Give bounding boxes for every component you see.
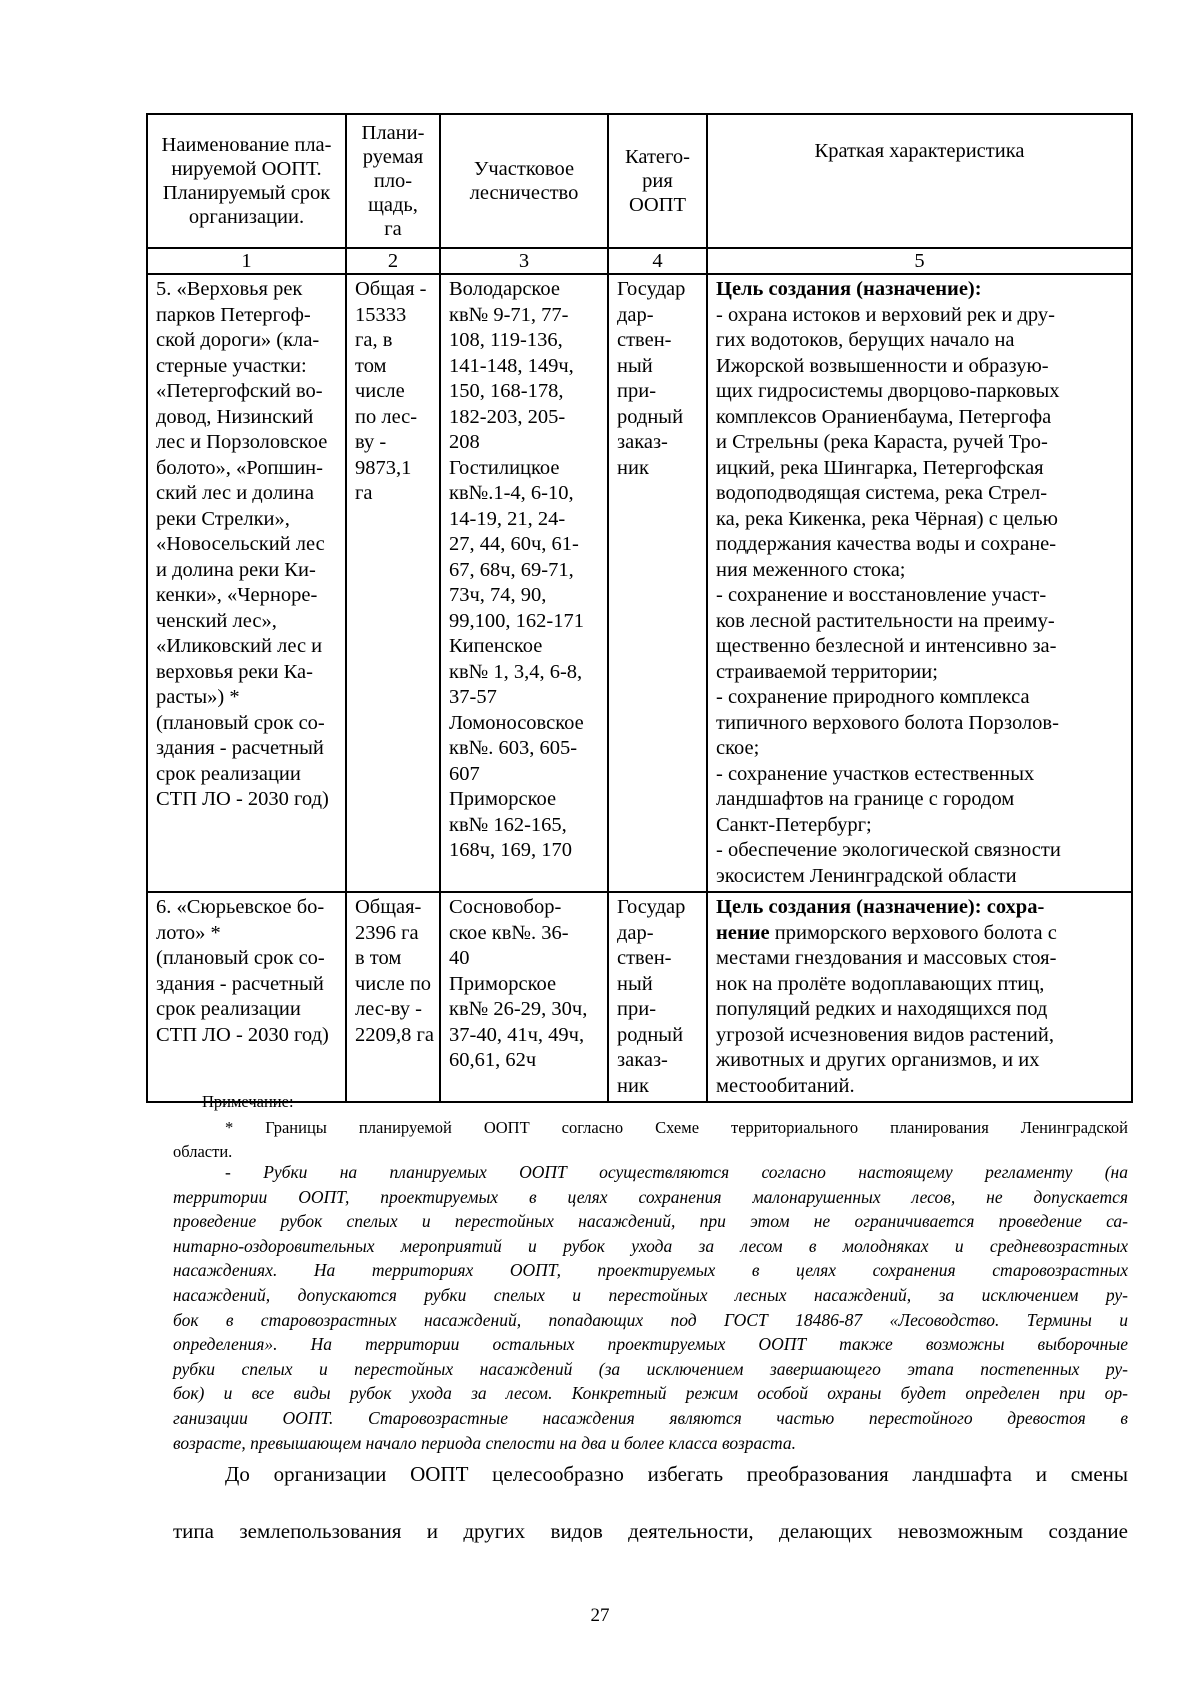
text-line: комплексов Ораниенбаума, Петергофа — [716, 405, 1052, 428]
text-line: - сохранение и восстановление участ- — [716, 584, 1047, 606]
text-line: га — [355, 482, 373, 504]
row5-name — [147, 274, 346, 892]
text-line: 2396 га — [355, 921, 419, 944]
row5-area — [346, 274, 440, 892]
text-line: 168ч, 169, 170 — [449, 839, 573, 861]
text-line: Приморское — [449, 972, 557, 995]
text-line: срок реализации — [156, 998, 301, 1020]
note-title: Примечание: — [202, 1092, 294, 1111]
row5-category — [608, 274, 707, 892]
italic-line: насаждений, допускаются рубки спелых и перестойных лесных насаждений, за исключением ру- — [173, 1284, 1128, 1305]
column-number: 2 — [346, 248, 440, 274]
text-line: заказ- — [617, 431, 668, 453]
column-number: 1 — [147, 248, 346, 274]
text-line: Ломоносовское — [449, 711, 584, 734]
italic-line: возрасте, превышающем начало периода спелости на два и более класса возраста. — [173, 1432, 796, 1453]
text-line: СТП ЛО - 2030 год) — [156, 1023, 329, 1046]
text-line: пло- — [373, 170, 413, 192]
italic-line: рубки спелых и перестойных насаждений (за исключением завершающего этапа постепенных ру- — [173, 1358, 1128, 1379]
body-paragraph-cont — [173, 1519, 1128, 1544]
text-line: СТП ЛО - 2030 год) — [156, 788, 329, 810]
text-line: руемая — [362, 146, 424, 168]
italic-line: - Рубки на планируемых ООПТ осуществляются согласно настоящему регламенту (на — [225, 1162, 1128, 1182]
italic-line: определения». На территории остальных проектируемых ООПТ также возможны выборочные — [173, 1334, 1128, 1355]
text-line: нируемой ООПТ. — [171, 158, 322, 180]
header-category — [608, 114, 707, 248]
text-line: 2209,8 га — [355, 1023, 435, 1046]
text-line: 150, 168-178, — [449, 380, 564, 402]
text-line: кв№. 603, 605- — [449, 737, 578, 759]
row6-purpose-heading: Цель создания (назначение): сохра- — [716, 896, 1045, 918]
text-line: числе по — [355, 972, 432, 995]
text-line: Санкт-Петербург; — [716, 813, 872, 836]
text-line: нок на пролёте водоплавающих птиц, — [716, 972, 1045, 995]
text-line: кенки», «Черноре- — [156, 584, 318, 606]
text-line: водоподводящая система, река Стрел- — [716, 482, 1048, 504]
text-line: ское; — [716, 737, 760, 759]
text-line: Краткая характеристика — [814, 140, 1025, 162]
footnote-line: области. — [173, 1142, 233, 1161]
text-line: Плани- — [361, 122, 425, 144]
text-line: лес-ву - — [355, 998, 422, 1020]
text-line: ское кв№. 36- — [449, 921, 569, 944]
text-line: организации. — [188, 206, 305, 228]
row5-description-text — [716, 303, 1125, 890]
text-line: при- — [617, 998, 657, 1020]
text-line: ландшафтов на границе с городом — [716, 788, 1015, 810]
text-line: щих гидросистемы дворцово-парковых — [716, 380, 1060, 402]
text-line: ный — [617, 972, 653, 995]
italic-line: бок в старовозрастных насаждений, попадающих под ГОСТ 18486-87 «Лесоводство. Термины и — [173, 1309, 1128, 1330]
row5-forestry — [440, 274, 608, 892]
table-row — [147, 892, 1132, 1102]
italic-line: ганизации ООПТ. Старовозрастные насаждения являются частью перестойного древостоя в — [173, 1407, 1128, 1428]
footnote-line: * Границы планируемой ООПТ согласно Схеме территориального планирования Ленинградской — [225, 1118, 1128, 1137]
text-line: 67, 68ч, 69-71, — [449, 558, 574, 581]
text-line: ский лес и долина — [156, 482, 314, 504]
row6-name — [147, 892, 346, 1102]
text-line: Приморское — [449, 788, 557, 810]
text-line: щественно безлесной и интенсивно за- — [716, 635, 1057, 657]
text-line: числе — [355, 380, 405, 402]
text-line: 208 — [449, 431, 480, 453]
text-line: поддержания качества воды и сохране- — [716, 533, 1057, 555]
italic-line: нитарно-оздоровительных мероприятий и рубок ухода за лесом в молодняках и средневозрастных — [173, 1235, 1128, 1256]
body-paragraph — [173, 1462, 1128, 1487]
text-line: «Новосельский лес — [156, 533, 325, 555]
text-line: экосистем Ленинградской области — [716, 864, 1017, 887]
text-line: ния меженного стока; — [716, 558, 906, 581]
header-description — [707, 114, 1132, 248]
text-line: - сохранение природного комплекса — [716, 686, 1030, 708]
row6-description-text — [716, 946, 1125, 1099]
text-line: по лес- — [355, 405, 418, 428]
text-line: Планируемый срок — [162, 182, 331, 204]
text-line: (плановый срок со- — [156, 947, 325, 969]
text-line: Володарское — [449, 278, 560, 300]
text-line: Участковое — [473, 158, 575, 180]
text-line: здания - расчетный — [156, 972, 324, 995]
text-line: 182-203, 205- — [449, 405, 566, 428]
column-number-row — [147, 248, 1132, 274]
text-line: родный — [617, 405, 684, 428]
text-line: - обеспечение экологической связности — [716, 839, 1061, 861]
text-line: Общая- — [355, 896, 422, 918]
text-line: срок реализации — [156, 762, 301, 785]
text-line: ник — [617, 456, 649, 479]
text-line: верховья реки Ка- — [156, 660, 313, 683]
text-line: популяций редких и находящихся под — [716, 998, 1048, 1020]
text-line: (плановый срок со- — [156, 711, 325, 734]
text-line: - сохранение участков естественных — [716, 762, 1035, 785]
italic-line: насаждениях. На территориях ООПТ, проектируемых в целях сохранения старовозрастных — [173, 1260, 1128, 1281]
text-line: заказ- — [617, 1049, 668, 1071]
text-line: кв№ 9-71, 77- — [449, 303, 569, 326]
text-line: 6. «Сюрьевское бо- — [156, 896, 325, 918]
text-line: Сосновобор- — [449, 896, 562, 918]
header-name — [147, 114, 346, 248]
text-line: га, в — [355, 329, 393, 351]
text-line: Катего- — [624, 146, 690, 168]
italic-line: бок) и все виды рубок ухода за лесом. Конкретный режим особой охраны будет определен при ор- — [173, 1383, 1128, 1404]
text-line: ООПТ — [629, 194, 686, 216]
text-line: 73ч, 74, 90, — [449, 584, 547, 606]
table-header-row — [147, 114, 1132, 248]
text-line: «Петергофский во- — [156, 380, 323, 402]
text-line: болото», «Ропшин- — [156, 456, 323, 479]
text-line: 607 — [449, 762, 480, 785]
text-line: ву - — [355, 431, 387, 453]
text-line: Государ — [617, 278, 686, 300]
text-line: ицкий, река Шингарка, Петергофская — [716, 456, 1044, 479]
text-line: при- — [617, 380, 657, 402]
text-line: 40 — [449, 947, 470, 969]
text-line: рия — [642, 170, 673, 192]
text-line: лес и Порзоловское — [156, 431, 328, 453]
text-line: ков лесной растительности на преиму- — [716, 609, 1055, 632]
text-line: 5. «Верховья рек — [156, 278, 303, 300]
text-line: дар- — [617, 921, 654, 944]
text-line: кв№ 1, 3,4, 6-8, — [449, 660, 583, 683]
header-area — [346, 114, 440, 248]
text-line: Ижорской возвышенности и образую- — [716, 354, 1049, 377]
text-line: страиваемой территории; — [716, 660, 938, 683]
text-line: расты») * — [156, 686, 240, 708]
row6-forestry — [440, 892, 608, 1102]
text-line: ка, река Кикенка, река Чёрная) с целью — [716, 507, 1058, 530]
text-line: кв№ 162-165, — [449, 813, 567, 836]
text-line: 14-19, 21, 24- — [449, 507, 566, 530]
text-line: ный — [617, 354, 653, 377]
row6-description — [707, 892, 1132, 1102]
text-line: Гостилицкое — [449, 456, 560, 479]
text-line: ской дороги» (кла- — [156, 329, 320, 351]
text-line: 9873,1 — [355, 456, 412, 479]
text-line: лесничество — [469, 182, 579, 204]
column-number: 3 — [440, 248, 608, 274]
paragraph-line: типа землепользования и других видов деятельности, делающих невозможным создание — [173, 1519, 1128, 1543]
text-line: животных и других организмов, и их — [716, 1049, 1040, 1071]
text-line: 99,100, 162-171 — [449, 609, 584, 632]
text-line: и долина реки Ки- — [156, 558, 316, 581]
text-line: местообитаний. — [716, 1074, 855, 1097]
text-line: Государ — [617, 896, 686, 918]
text-line: 15333 — [355, 303, 407, 326]
text-line: в том — [355, 947, 402, 969]
text-line: парков Петергоф- — [156, 303, 311, 326]
text-line: ствен- — [617, 329, 672, 351]
text-line: кв№ 26-29, 30ч, — [449, 998, 588, 1020]
note-footnote — [173, 1116, 1128, 1164]
text-line: 108, 119-136, — [449, 329, 563, 351]
text-line: ченский лес», — [156, 609, 277, 632]
text-line: типичного верхового болота Порзолов- — [716, 711, 1059, 734]
text-line: га — [384, 218, 402, 240]
text-line: угрозой исчезновения видов растений, — [716, 1023, 1054, 1046]
italic-line: территории ООПТ, проектируемых в целях сохранения малонарушенных лесов, не допускается — [173, 1186, 1128, 1207]
text-line: гих водотоков, берущих начало на — [716, 329, 1015, 351]
text-line: 141-148, 149ч, — [449, 354, 574, 377]
text-line: - охрана истоков и верховий рек и дру- — [716, 303, 1055, 326]
text-line: 60,61, 62ч — [449, 1049, 537, 1071]
page-number: 27 — [590, 1605, 610, 1626]
text-line: ствен- — [617, 947, 672, 969]
column-number: 4 — [608, 248, 707, 274]
header-forestry — [440, 114, 608, 248]
text-line: здания - расчетный — [156, 737, 324, 759]
text-line: местами гнездования и массовых стоя- — [716, 947, 1057, 969]
text-line: ник — [617, 1074, 649, 1097]
text-line: кв№.1-4, 6-10, — [449, 482, 574, 504]
row6-purpose-heading-cont: нение — [716, 921, 770, 944]
text-line: 37-40, 41ч, 49ч, — [449, 1023, 585, 1046]
text-line: лото» * — [156, 921, 221, 944]
row6-category — [608, 892, 707, 1102]
paragraph-line: До организации ООПТ целесообразно избегать преобразования ландшафта и смены — [225, 1462, 1128, 1486]
text-line: 27, 44, 60ч, 61- — [449, 533, 579, 555]
text-line: Общая - — [355, 278, 427, 300]
felling-note — [173, 1160, 1128, 1455]
row5-purpose-heading: Цель создания (назначение): — [716, 278, 982, 300]
text-line: родный — [617, 1023, 684, 1046]
text-line: реки Стрелки», — [156, 507, 290, 530]
text-line: довод, Низинский — [156, 405, 314, 428]
text-line: Наименование пла- — [161, 134, 332, 156]
oopt-table — [146, 113, 1133, 1103]
italic-line: проведение рубок спелых и перестойных насаждений, при этом не ограничивается проведение са- — [173, 1211, 1128, 1232]
row6-desc-first: приморского верхового болота с — [769, 921, 1057, 944]
column-number: 5 — [707, 248, 1132, 274]
text-line: 37-57 — [449, 686, 497, 708]
text-line: и Стрельны (река Караста, ручей Тро- — [716, 431, 1048, 453]
text-line: щадь, — [368, 194, 418, 216]
text-line: «Иликовский лес и — [156, 635, 323, 657]
text-line: Кипенское — [449, 635, 543, 657]
table-row — [147, 274, 1132, 892]
text-line: том — [355, 354, 387, 377]
text-line: стерные участки: — [156, 354, 307, 377]
row5-description — [707, 274, 1132, 892]
text-line: дар- — [617, 303, 654, 326]
row6-area — [346, 892, 440, 1102]
